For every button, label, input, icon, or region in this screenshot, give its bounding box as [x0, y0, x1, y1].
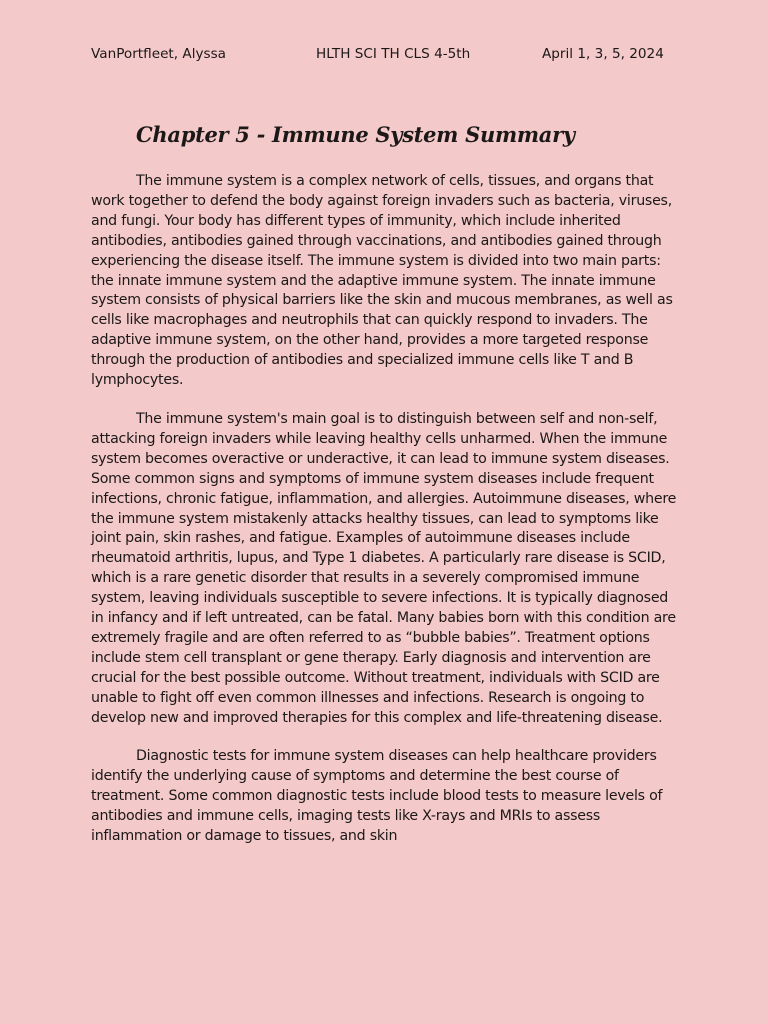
document-title: Chapter 5 - Immune System Summary — [136, 122, 575, 147]
document-body — [91, 172, 683, 866]
paragraph-immune-overview: The immune system is a complex network of cells, tissues, and organs that work together to defend the body against foreign invaders such as bacteria, viruses, and fungi. Your body has different types of immunity, which include inherited antibodies, antibodies gained through vaccinations, and antibodies gained through experiencing the disease itself. The immune system is divided into two main parts: the innate immune system and the adaptive immune system. The innate immune system consists of physical barriers like the skin and mucous membranes, as well as cells like macrophages and neutrophils that can quickly respond to invaders. The adaptive immune system, on the other hand, provides a more targeted response through the production of antibodies and specialized immune cells like T and B lymphocytes. — [91, 173, 673, 389]
assignment-dates: April 1, 3, 5, 2024 — [542, 46, 664, 62]
paragraph-immune-diseases: The immune system's main goal is to distinguish between self and non-self, attacking foreign invaders while leaving healthy cells unharmed. When the immune system becomes overactive or underactive, it can lead to immune system diseases. Some common signs and symptoms of immune system diseases include frequent infections, chronic fatigue, inflammation, and allergies. Autoimmune diseases, where the immune system mistakenly attacks healthy tissues, can lead to symptoms like joint pain, skin rashes, and fatigue. Examples of autoimmune diseases include rheumatoid arthritis, lupus, and Type 1 diabetes. A particularly rare disease is SCID, which is a rare genetic disorder that results in a severely compromised immune system, leaving individuals susceptible to severe infections. It is typically diagnosed in infancy and if left untreated, can be fatal. Many babies born with this condition are extremely fragile and are often referred to as “bubble babies”. Treatment options include stem cell transplant or gene therapy. Early diagnosis and intervention are crucial for the best possible outcome. Without treatment, individuals with SCID are unable to fight off even common illnesses and infections. Research is ongoing to develop new and improved therapies for this complex and life-threatening disease. — [91, 410, 677, 726]
student-name: VanPortfleet, Alyssa — [91, 46, 227, 62]
class-name: HLTH SCI TH CLS 4-5th — [316, 46, 471, 62]
paragraph-diagnostic-tests: Diagnostic tests for immune system diseases can help healthcare providers identify the underlying cause of symptoms and determine the best course of treatment. Some common diagnostic tests include blood tests to measure levels of antibodies and immune cells, imaging tests like X-rays and MRIs to assess inflammation or damage to tissues, and skin — [91, 748, 663, 845]
